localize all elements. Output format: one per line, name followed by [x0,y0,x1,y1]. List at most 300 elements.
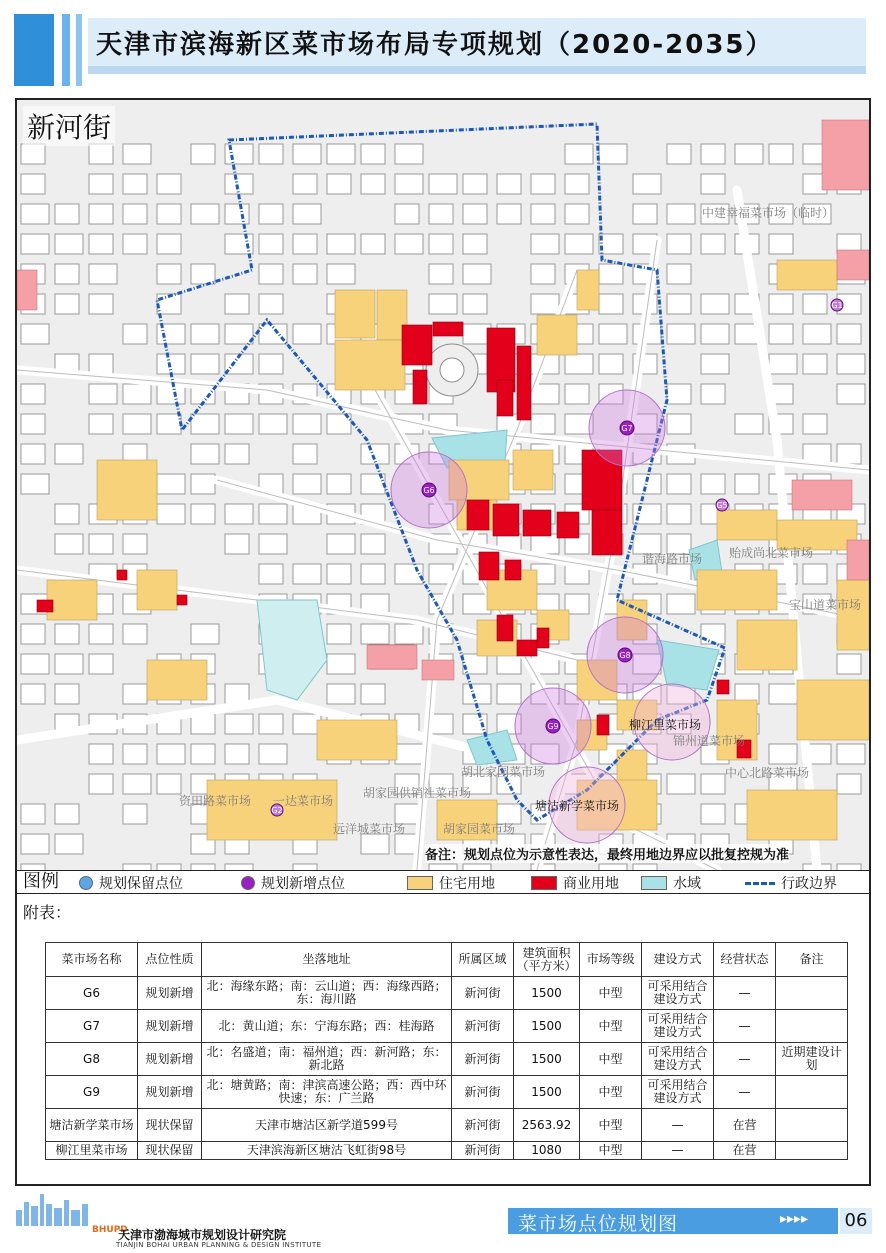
table-cell: 中型 [580,1109,642,1142]
map-block [361,144,385,164]
map-block [701,144,725,164]
commercial-block [505,560,521,580]
map-block [89,774,113,794]
table-cell: 可采用结合建设方式 [642,1043,714,1076]
map-block [395,744,423,764]
commercial-block [117,570,127,580]
map-label-liujiangli: 柳江里菜市场 [629,718,702,732]
residential-block [697,570,777,610]
map-block [123,624,147,644]
residential-block [747,790,837,840]
map-block [259,264,283,284]
legend-item-kept-site: 规划保留点位 [79,874,183,892]
table-cell: 新河街 [452,1010,514,1043]
map-block [769,234,793,254]
map-block [21,174,45,194]
table-cell: 1500 [514,1010,580,1043]
map-block [735,474,759,494]
map-block [633,174,661,194]
map-block [837,354,865,374]
table-cell: G7 [46,1010,138,1043]
commercial-block [537,628,549,648]
table-row [46,1076,848,1109]
map-block [769,324,793,344]
map-block [531,204,555,224]
commercial-block [497,380,513,416]
table-cell: — [714,1076,776,1109]
map-block [157,174,181,194]
table-header-cell: 坐落地址 [202,943,452,977]
commercial-block [517,346,531,420]
map-block [123,174,147,194]
map-block [429,204,453,224]
map-block [123,804,147,824]
map-block [55,234,83,254]
legend-swatch-boundary [745,882,775,885]
map-block [123,204,147,224]
map-label-yida: 一达菜市场 [273,794,334,808]
map-block [599,354,623,374]
map-block [599,144,627,164]
residential-block [797,680,869,740]
map-block [225,714,253,734]
residential-block [777,260,837,290]
table-cell: G6 [46,977,138,1010]
map-block [803,324,831,344]
page-title: 天津市滨海新区菜市场布局专项规划（2020-2035） [96,30,774,60]
map-block [667,384,691,404]
table-cell: 1500 [514,1043,580,1076]
map-block [225,534,249,554]
table-cell: 中型 [580,977,642,1010]
table-cell: 1080 [514,1142,580,1160]
table-cell: 新河街 [452,1142,514,1160]
map-block [327,684,355,704]
commercial-block [517,640,537,656]
map-block [123,684,147,704]
map-block [361,444,389,464]
map-block [21,324,49,344]
table-cell: 中型 [580,1076,642,1109]
map-block [769,294,793,314]
map-block [599,324,627,344]
map-block [293,174,317,194]
map-block [157,504,185,524]
table-cell [776,1142,848,1160]
table-row [46,1043,848,1076]
residential-block [335,290,375,338]
map-block [361,534,385,554]
commercial-block [717,680,729,694]
map-block [327,264,355,284]
legend-swatch-water [641,876,667,890]
map-block [225,174,253,194]
map-label-hujiayuan-gx: 胡家园供销社菜市场 [363,786,472,800]
map-block [21,144,45,164]
map-block [531,234,559,254]
map-block [89,654,113,674]
table-header-cell: 市场等级 [580,943,642,977]
table-cell: 可采用结合建设方式 [642,1076,714,1109]
map-block [21,414,45,434]
header-accent-bar [76,14,82,86]
table-cell: 规划新增 [138,1076,202,1109]
map-block [667,234,691,254]
table-cell: 在营 [714,1109,776,1142]
map-label-zhongjian: 中建幸福菜市场（临时） [702,206,835,220]
table-cell: 天津市塘沽区新学道599号 [202,1109,452,1142]
map-block [123,144,151,164]
map-block [701,384,725,404]
table-cell: 可采用结合建设方式 [642,1010,714,1043]
commercial-block [177,595,187,605]
map-block [361,624,389,644]
table-cell: 中型 [580,1010,642,1043]
map-block [361,684,385,704]
map-block [293,234,317,254]
legend-swatch-commercial [531,876,557,890]
map-block [803,354,827,374]
commercial-block [497,615,513,641]
institute-name-en: TIANJIN BOHAI URBAN PLANNING & DESIGN INSTITUTE [116,1241,322,1249]
map-block [735,144,763,164]
map-block [259,714,283,734]
map-block [293,204,321,224]
commercial-block [479,552,499,580]
map-block [55,654,83,674]
map-block [157,474,185,494]
map-block [463,234,487,254]
map-block [55,534,83,554]
map-block [55,264,79,284]
market-marker-label: G5 [716,501,728,510]
map-block [89,354,113,374]
map-block [497,654,521,674]
map-block [463,654,487,674]
map-block [89,174,113,194]
map-block [701,324,729,344]
map-block [55,444,83,464]
map-block [599,264,623,284]
map-block [293,264,317,284]
map-block [667,474,691,494]
residential-block [537,315,577,355]
appendix-title: 附表： [23,903,72,922]
map-block [191,444,219,464]
legend-item-new-site: 规划新增点位 [241,874,345,892]
map-block [55,624,79,644]
legend-title: 图例 [23,871,59,892]
map-block [803,294,827,314]
table-cell: G8 [46,1043,138,1076]
map-block [735,414,763,434]
table-cell: 新河街 [452,1076,514,1109]
header-accent-bar [14,14,54,86]
table-cell: — [642,1142,714,1160]
residential-block [837,580,869,650]
table-cell: 新河街 [452,977,514,1010]
commercial-block [413,370,427,404]
commercial-block [493,504,519,536]
header-accent-bar [62,14,70,86]
map-block [803,414,827,434]
map-block [259,354,283,374]
map-block [429,294,457,314]
map-block [21,624,45,644]
map-block [633,204,657,224]
map-block [361,234,385,254]
map-label-hujiayuan: 胡家园菜市场 [443,822,516,836]
map-block [667,144,691,164]
residential-block [577,270,599,310]
table-cell: 新河街 [452,1043,514,1076]
map-block [259,144,283,164]
table-header-cell: 菜市场名称 [46,943,138,977]
map-block [837,774,861,794]
map-block [429,174,457,194]
map-block [837,384,865,404]
legend-swatch-blue-dot [79,876,93,890]
map-block [803,564,827,584]
map-block [667,774,695,794]
map-block [531,414,555,434]
market-marker-label: G9 [547,722,559,731]
table-cell: 中型 [580,1043,642,1076]
map-block [429,264,453,284]
map-block [701,774,725,794]
residential-block [717,510,777,540]
map-block [123,534,147,554]
map-block [157,774,181,794]
map-block [21,474,49,494]
map-block [21,384,45,404]
map-note: 备注：规划点位为示意性表达，最终用地边界应以批复控规为准 [425,844,789,863]
map-block [259,204,283,224]
map-block [259,534,287,554]
residential-block [147,660,207,700]
map-block [55,204,79,224]
map-block [225,324,253,344]
map-block [701,624,725,644]
commercial-block [37,600,53,612]
map-block [565,354,593,374]
map-block [667,204,695,224]
map-block [191,324,219,344]
map-block [191,474,215,494]
map-block [259,504,287,524]
table-cell: 北：黄山道；东：宁海东路；西：桂海路 [202,1010,452,1043]
map-block [191,144,215,164]
map-block [463,294,487,314]
map-block [769,354,797,374]
table-cell: 柳江里菜市场 [46,1142,138,1160]
map-block [89,384,117,404]
map-block [55,834,83,854]
map-block [123,324,147,344]
map-block [531,534,559,554]
residential-block [513,450,553,490]
map-block [701,234,725,254]
table-header-cell: 所属区域 [452,943,514,977]
map-block [89,234,113,254]
map-block [55,684,79,704]
map-block [769,744,797,764]
map-label-xiehai: 谐海路市场 [642,552,703,566]
map-block [123,414,151,434]
table-cell [776,1010,848,1043]
commercial-block [402,325,432,365]
map-block [497,684,521,704]
residential-block [97,460,157,520]
map-block [463,264,491,284]
page-number: 06 [840,1208,872,1234]
map-canvas[interactable] [17,100,869,870]
map-block [463,174,487,194]
commercial-block [433,322,463,336]
table-cell: 规划新增 [138,1010,202,1043]
table-cell: 近期建设计划 [776,1043,848,1076]
map-block [21,204,49,224]
map-block [837,444,861,464]
map-block [191,414,219,434]
map-block [667,594,695,614]
commercial-block [523,510,551,536]
map-block [293,564,321,584]
map-block [157,234,181,254]
table-cell: G9 [46,1076,138,1109]
table-body [46,977,848,1160]
market-marker-label: G2 [271,806,283,815]
map-block [701,474,725,494]
map-block [123,234,147,254]
commercial-block [467,500,489,530]
map-block [123,774,151,794]
map-block [89,204,113,224]
map-block [55,294,79,314]
map-block [395,234,423,254]
map-block [21,804,45,824]
map-block [837,654,861,674]
map-block [327,564,351,584]
map-label-baoshan: 宝山道菜市场 [789,598,862,612]
map-block [769,684,797,704]
map-block [395,204,419,224]
map-block [361,834,389,854]
table-cell: 塘沽新学菜市场 [46,1109,138,1142]
map-legend [17,870,869,894]
map-block [191,204,219,224]
map-block [565,144,593,164]
map-block [191,504,215,524]
table-header-cell: 建设方式 [642,943,714,977]
map-block [565,174,589,194]
map-block [701,174,725,194]
table-row [46,977,848,1010]
residential-block [47,580,97,620]
table-cell: — [714,1010,776,1043]
appendix-table [45,942,848,1160]
table-cell: 北：塘黄路；南：津滨高速公路；西：西中环快速；东：广兰路 [202,1076,452,1109]
map-label-yuanyang: 远洋城菜市场 [333,822,406,836]
table-cell: 北：海缘东路；南：云山道；西：海缘西路；东：海川路 [202,977,452,1010]
map-block [157,744,185,764]
map-block [225,744,249,764]
map-label-jinzhou: 锦州道菜市场 [673,734,746,748]
legend-item-commercial: 商业用地 [531,874,619,892]
table-row [46,1010,848,1043]
commercial-block [557,512,579,538]
residential-block [137,570,177,610]
map-block [225,504,253,524]
commercial-block [597,715,609,735]
map-block [89,294,113,314]
map-block [327,174,351,194]
map-block [191,624,219,644]
table-cell: 2563.92 [514,1109,580,1142]
map-block [89,624,113,644]
table-cell: — [714,977,776,1010]
legend-swatch-purple-dot [241,876,255,890]
residential-block [335,340,405,390]
table-cell: 规划新增 [138,977,202,1010]
table-cell [776,1109,848,1142]
map-block [157,354,185,374]
institute-name: 天津市渤海城市规划设计研究院 [118,1228,287,1242]
market-marker-label: G6 [423,486,435,495]
map-block [327,624,351,644]
map-block [667,414,691,434]
map-block [259,234,283,254]
map-block [395,624,423,644]
map-block [225,414,253,434]
map-block [327,144,355,164]
table-cell: 现状保留 [138,1142,202,1160]
map-label-yichengshang: 贻成尚北菜市场 [729,546,814,560]
table-cell: 规划新增 [138,1043,202,1076]
map-block [667,324,695,344]
map-block [191,744,215,764]
residential-block [737,620,797,670]
map-block [225,204,249,224]
map-block [21,234,49,254]
map-block [395,144,423,164]
map-block [701,804,725,824]
map-block [123,744,147,764]
map-block [89,144,113,164]
map-label-hubeijia: 胡北家园菜市场 [461,765,546,779]
map-block [225,444,249,464]
map-block [55,804,79,824]
map-block [565,204,589,224]
map-block [327,474,351,494]
map-block [21,834,49,854]
map-block [327,654,355,674]
page-footer [0,1188,886,1253]
map-block [55,504,79,524]
table-row [46,1109,848,1142]
map-block [667,504,691,524]
map-block [837,324,861,344]
map-block [395,174,423,194]
map-block [429,234,453,254]
map-block [463,204,487,224]
map-block [701,354,729,374]
map-block [633,504,661,524]
page-header [0,0,886,90]
map-block [157,204,181,224]
map-block [21,654,49,674]
table-header-cell: 经营状态 [714,943,776,977]
